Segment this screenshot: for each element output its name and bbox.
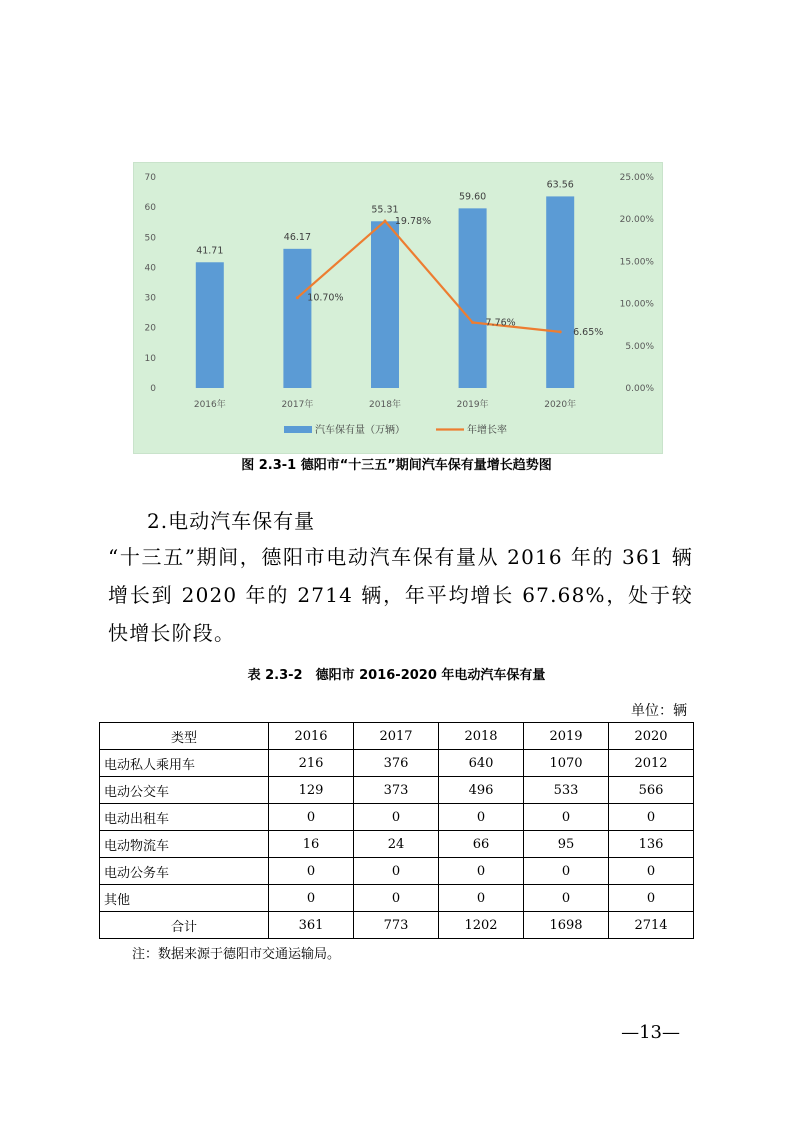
header-cell: 2016	[269, 723, 354, 750]
table-note: 注：数据来源于德阳市交通运输局。	[132, 947, 341, 962]
section-heading: 2.电动汽车保有量	[147, 509, 316, 533]
table-cell: 773	[354, 912, 439, 939]
table-cell: 电动出租车	[100, 804, 269, 831]
table-row	[100, 750, 694, 777]
table-cell: 361	[269, 912, 354, 939]
table-cell: 496	[439, 777, 524, 804]
table-cell: 其他	[100, 885, 269, 912]
vehicle-ownership-chart	[133, 162, 663, 454]
table-cell: 0	[524, 885, 609, 912]
table-cell: 0	[269, 804, 354, 831]
table-cell: 66	[439, 831, 524, 858]
y-left-tick-label: 30	[144, 293, 156, 304]
table-cell: 电动公务车	[100, 858, 269, 885]
table-cell: 0	[439, 858, 524, 885]
header-cell: 2018	[439, 723, 524, 750]
table-cell: 136	[609, 831, 694, 858]
table-row	[100, 831, 694, 858]
table-total-row	[100, 912, 694, 939]
growth-rate-point	[384, 220, 387, 223]
table-title: 表 2.3-2 德阳市 2016-2020 年电动汽车保有量	[247, 668, 546, 683]
bar	[196, 262, 224, 388]
growth-rate-point	[296, 296, 299, 299]
bar-data-label: 63.56	[546, 179, 574, 191]
table-cell: 电动公交车	[100, 777, 269, 804]
x-tick-label: 2020年	[544, 400, 577, 410]
table-cell: 2714	[609, 912, 694, 939]
y-left-tick-label: 40	[144, 263, 156, 274]
x-tick-label: 2019年	[456, 400, 489, 410]
bar-data-label: 59.60	[458, 191, 487, 203]
x-tick-label: 2017年	[281, 400, 314, 410]
header-cell: 2019	[524, 723, 609, 750]
header-cell: 2020	[609, 723, 694, 750]
growth-rate-point	[559, 330, 562, 333]
table-cell: 0	[609, 804, 694, 831]
table-cell: 0	[524, 858, 609, 885]
table-cell: 376	[354, 750, 439, 777]
bar	[546, 196, 574, 388]
growth-rate-point	[471, 321, 474, 324]
table-cell: 129	[269, 777, 354, 804]
ev-ownership-table	[99, 722, 694, 939]
legend-line-label: 年增长率	[467, 425, 507, 436]
table-cell: 0	[439, 885, 524, 912]
table-cell: 0	[354, 858, 439, 885]
table-cell: 0	[354, 885, 439, 912]
bar-data-label: 55.31	[371, 204, 399, 216]
y-right-tick-label: 15.00%	[619, 257, 654, 268]
bar-data-label: 46.17	[283, 231, 312, 243]
table-cell: 0	[524, 804, 609, 831]
table-header-row	[100, 723, 694, 750]
table-cell: 合计	[100, 912, 269, 939]
page-number: —13—	[621, 1022, 680, 1043]
table-cell: 533	[524, 777, 609, 804]
y-left-tick-label: 20	[144, 323, 156, 334]
y-left-tick-label: 50	[144, 233, 156, 244]
table-cell: 0	[609, 858, 694, 885]
figure-caption: 图 2.3-1 德阳市“十三五”期间汽车保有量增长趋势图	[241, 458, 552, 473]
bar	[459, 208, 487, 388]
table-cell: 16	[269, 831, 354, 858]
y-left-tick-label: 60	[144, 203, 156, 214]
line-data-label: 10.70%	[307, 292, 344, 304]
table-row	[100, 858, 694, 885]
table-cell: 电动物流车	[100, 831, 269, 858]
legend-bar-label: 汽车保有量（万辆）	[315, 425, 405, 436]
table-cell: 1070	[524, 750, 609, 777]
bar-data-label: 41.71	[196, 245, 224, 257]
table-cell: 0	[439, 804, 524, 831]
y-left-tick-label: 70	[144, 173, 156, 183]
table-cell: 电动私人乘用车	[100, 750, 269, 777]
table-cell: 95	[524, 831, 609, 858]
table-cell: 373	[354, 777, 439, 804]
body-paragraph: “十三五”期间，德阳市电动汽车保有量从 2016 年的 361 辆增长到 2020 年的 2714 辆，年平均增长 67.68%，处于较快增长阶段。	[108, 545, 693, 645]
table-cell: 1202	[439, 912, 524, 939]
table-cell: 0	[269, 885, 354, 912]
y-right-tick-label: 10.00%	[619, 299, 654, 310]
table-row	[100, 804, 694, 831]
table-cell: 0	[609, 885, 694, 912]
table-row	[100, 777, 694, 804]
y-right-tick-label: 20.00%	[619, 215, 654, 226]
table-cell: 0	[269, 858, 354, 885]
table-cell: 24	[354, 831, 439, 858]
x-tick-label: 2016年	[193, 400, 226, 410]
y-right-tick-label: 0.00%	[625, 384, 654, 394]
bar	[283, 249, 311, 388]
x-tick-label: 2018年	[369, 400, 401, 410]
y-left-tick-label: 10	[144, 353, 156, 364]
table-cell: 1698	[524, 912, 609, 939]
bar	[371, 221, 399, 388]
line-data-label: 19.78%	[394, 216, 432, 228]
y-left-tick-label: 0	[150, 384, 156, 394]
table-cell: 0	[354, 804, 439, 831]
table-cell: 566	[609, 777, 694, 804]
table-cell: 640	[439, 750, 524, 777]
header-cell: 2017	[354, 723, 439, 750]
line-data-label: 7.76%	[485, 317, 516, 329]
y-right-tick-label: 5.00%	[625, 341, 654, 352]
table-row	[100, 885, 694, 912]
header-cell: 类型	[100, 723, 269, 750]
line-data-label: 6.65%	[573, 326, 604, 338]
table-cell: 2012	[609, 750, 694, 777]
growth-rate-line	[297, 221, 560, 332]
legend-bar-swatch	[284, 426, 312, 433]
table-unit: 单位：辆	[631, 703, 687, 719]
table-cell: 216	[269, 750, 354, 777]
chart-canvas	[134, 163, 662, 453]
y-right-tick-label: 25.00%	[619, 173, 654, 183]
